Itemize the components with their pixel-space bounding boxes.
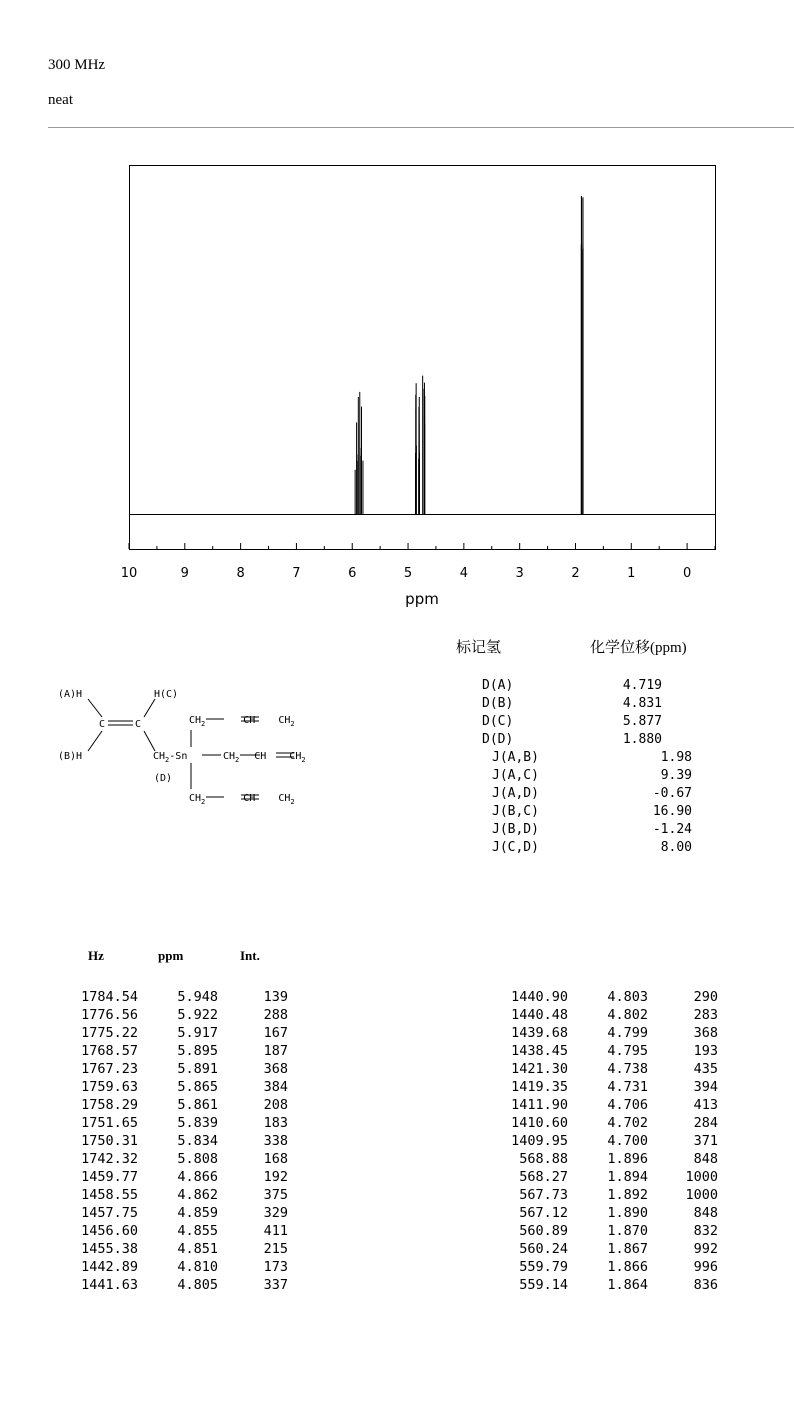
peak-cell: 1.894 bbox=[607, 1169, 648, 1185]
peak-cell: 337 bbox=[263, 1277, 288, 1293]
peak-cell: 1459.77 bbox=[81, 1169, 138, 1185]
peak-cell: 411 bbox=[263, 1223, 288, 1239]
ch2-sn-group: $CH_2-Sn$ bbox=[153, 751, 188, 764]
peak-cell: 139 bbox=[263, 989, 288, 1005]
allyl-top: $CH_2$ CH $CH_2$ bbox=[189, 715, 295, 728]
peak-cell: 4.805 bbox=[177, 1277, 218, 1293]
spectrometer-frequency: 300 MHz bbox=[48, 57, 106, 73]
shift-row-label: D(D) bbox=[482, 732, 514, 747]
x-tick-label: 10 bbox=[120, 566, 138, 581]
peak-cell: 1775.22 bbox=[81, 1025, 138, 1041]
peak-cell: 1458.55 bbox=[81, 1187, 138, 1203]
peak-cell: 1767.23 bbox=[81, 1061, 138, 1077]
peak-cell: 4.795 bbox=[607, 1043, 648, 1059]
peak-cell: 1409.95 bbox=[511, 1133, 568, 1149]
peak-cell: 183 bbox=[263, 1115, 288, 1131]
peak-cell: 1440.90 bbox=[511, 989, 568, 1005]
label-a: (A)H bbox=[58, 689, 83, 700]
shift-row-label: J(B,C) bbox=[492, 804, 539, 819]
shift-row-label: J(A,C) bbox=[492, 768, 539, 783]
peak-cell: 560.24 bbox=[519, 1241, 568, 1257]
shift-row-value: 8.00 bbox=[660, 840, 692, 855]
shift-header-value: 化学位移(ppm) bbox=[590, 640, 687, 656]
peak-cell: 1000 bbox=[685, 1169, 718, 1185]
peak-cell: 5.808 bbox=[177, 1151, 218, 1167]
solvent-label: neat bbox=[48, 92, 73, 108]
peak-cell: 832 bbox=[693, 1223, 718, 1239]
peak-cell: 1442.89 bbox=[81, 1259, 138, 1275]
peak-cell: 5.861 bbox=[177, 1097, 218, 1113]
shift-row-value: 4.719 bbox=[622, 678, 662, 693]
shift-row-label: J(B,D) bbox=[492, 822, 539, 837]
x-tick-label: 2 bbox=[571, 566, 580, 581]
x-tick-label: 1 bbox=[627, 566, 636, 581]
shift-row-value: -1.24 bbox=[652, 822, 692, 837]
peak-cell: 4.859 bbox=[177, 1205, 218, 1221]
label-b: (B)H bbox=[58, 751, 83, 762]
peak-cell: 1742.32 bbox=[81, 1151, 138, 1167]
peak-cell: 1.892 bbox=[607, 1187, 648, 1203]
peak-cell: 1438.45 bbox=[511, 1043, 568, 1059]
peak-cell: 4.738 bbox=[607, 1061, 648, 1077]
allyl-right: $CH_2$ CH $CH_2$ bbox=[223, 751, 306, 764]
peak-cell: 4.851 bbox=[177, 1241, 218, 1257]
peak-cell: 567.12 bbox=[519, 1205, 568, 1221]
peak-cell: 5.917 bbox=[177, 1025, 218, 1041]
peak-cell: 1410.60 bbox=[511, 1115, 568, 1131]
peak-cell: 1759.63 bbox=[81, 1079, 138, 1095]
carbon-2: C bbox=[135, 719, 142, 730]
peak-cell: 4.706 bbox=[607, 1097, 648, 1113]
peak-cell: 394 bbox=[693, 1079, 718, 1095]
peak-header-int: Int. bbox=[240, 948, 260, 963]
peak-cell: 848 bbox=[693, 1205, 718, 1221]
peak-cell: 435 bbox=[693, 1061, 718, 1077]
peak-cell: 5.891 bbox=[177, 1061, 218, 1077]
shift-row-value: 4.831 bbox=[622, 696, 662, 711]
peak-cell: 1440.48 bbox=[511, 1007, 568, 1023]
peak-cell: 5.839 bbox=[177, 1115, 218, 1131]
peak-cell: 413 bbox=[693, 1097, 718, 1113]
peak-cell: 1000 bbox=[685, 1187, 718, 1203]
peak-cell: 4.862 bbox=[177, 1187, 218, 1203]
peak-cell: 371 bbox=[693, 1133, 718, 1149]
peak-cell: 384 bbox=[263, 1079, 288, 1095]
peak-cell: 4.799 bbox=[607, 1025, 648, 1041]
shift-header-label: 标记氢 bbox=[456, 640, 502, 656]
peak-cell: 368 bbox=[693, 1025, 718, 1041]
peak-cell: 193 bbox=[693, 1043, 718, 1059]
molecule-structure bbox=[40, 675, 340, 815]
peak-cell: 1768.57 bbox=[81, 1043, 138, 1059]
peak-cell: 1751.65 bbox=[81, 1115, 138, 1131]
peak-cell: 1.890 bbox=[607, 1205, 648, 1221]
peak-cell: 187 bbox=[263, 1043, 288, 1059]
peak-header-ppm: ppm bbox=[158, 948, 184, 963]
peak-cell: 329 bbox=[263, 1205, 288, 1221]
shift-row-label: J(A,D) bbox=[492, 786, 539, 801]
nmr-spectrum-chart bbox=[0, 0, 794, 620]
peak-cell: 5.895 bbox=[177, 1043, 218, 1059]
peak-cell: 4.855 bbox=[177, 1223, 218, 1239]
label-c: H(C) bbox=[154, 689, 179, 700]
peak-cell: 1439.68 bbox=[511, 1025, 568, 1041]
peak-cell: 568.27 bbox=[519, 1169, 568, 1185]
peak-cell: 1.896 bbox=[607, 1151, 648, 1167]
peak-cell: 5.948 bbox=[177, 989, 218, 1005]
x-tick-label: 4 bbox=[459, 566, 468, 581]
x-tick-label: 9 bbox=[180, 566, 189, 581]
shift-row-label: D(C) bbox=[482, 714, 514, 729]
peak-cell: 1.864 bbox=[607, 1277, 648, 1293]
x-axis-label: ppm bbox=[405, 590, 439, 608]
label-d: (D) bbox=[154, 773, 173, 784]
shift-row-value: 9.39 bbox=[660, 768, 692, 783]
shift-row-label: J(C,D) bbox=[492, 840, 539, 855]
shift-row-value: 1.880 bbox=[622, 732, 662, 747]
peak-cell: 1455.38 bbox=[81, 1241, 138, 1257]
peak-cell: 4.810 bbox=[177, 1259, 218, 1275]
peak-cell: 290 bbox=[693, 989, 718, 1005]
peak-cell: 992 bbox=[693, 1241, 718, 1257]
peak-cell: 996 bbox=[693, 1259, 718, 1275]
carbon-1: C bbox=[99, 719, 106, 730]
peak-header-hz: Hz bbox=[88, 948, 104, 963]
shift-row-label: D(B) bbox=[482, 696, 514, 711]
x-tick-label: 8 bbox=[236, 566, 245, 581]
x-tick-label: 0 bbox=[682, 566, 692, 581]
peak-cell: 560.89 bbox=[519, 1223, 568, 1239]
peak-cell: 1457.75 bbox=[81, 1205, 138, 1221]
peak-cell: 567.73 bbox=[519, 1187, 568, 1203]
peak-cell: 1.870 bbox=[607, 1223, 648, 1239]
peak-cell: 1441.63 bbox=[81, 1277, 138, 1293]
peak-cell: 168 bbox=[263, 1151, 288, 1167]
peak-cell: 167 bbox=[263, 1025, 288, 1041]
shift-row-label: J(A,B) bbox=[492, 750, 539, 765]
peak-cell: 559.14 bbox=[519, 1277, 568, 1293]
peak-cell: 1776.56 bbox=[81, 1007, 138, 1023]
peak-cell: 559.79 bbox=[519, 1259, 568, 1275]
shift-row-label: D(A) bbox=[482, 678, 514, 693]
peak-cell: 173 bbox=[263, 1259, 288, 1275]
peak-cell: 208 bbox=[263, 1097, 288, 1113]
bond-lines bbox=[88, 699, 294, 799]
peak-cell: 283 bbox=[693, 1007, 718, 1023]
x-tick-label: 6 bbox=[348, 566, 357, 581]
allyl-bottom: $CH_2$ CH $CH_2$ bbox=[189, 793, 295, 806]
peak-cell: 4.803 bbox=[607, 989, 648, 1005]
peak-cell: 284 bbox=[693, 1115, 718, 1131]
peak-cell: 1.866 bbox=[607, 1259, 648, 1275]
peak-cell: 338 bbox=[263, 1133, 288, 1149]
x-tick-label: 7 bbox=[292, 566, 301, 581]
shift-row-value: 5.877 bbox=[622, 714, 662, 729]
shift-row-value: 1.98 bbox=[660, 750, 692, 765]
peak-cell: 848 bbox=[693, 1151, 718, 1167]
peak-cell: 288 bbox=[263, 1007, 288, 1023]
shift-row-value: 16.90 bbox=[652, 804, 692, 819]
peak-cell: 215 bbox=[263, 1241, 288, 1257]
shift-row-value: -0.67 bbox=[652, 786, 692, 801]
peak-cell: 375 bbox=[263, 1187, 288, 1203]
peak-cell: 1750.31 bbox=[81, 1133, 138, 1149]
peak-cell: 1411.90 bbox=[511, 1097, 568, 1113]
x-tick-label: 5 bbox=[403, 566, 413, 581]
peak-cell: 5.865 bbox=[177, 1079, 218, 1095]
peak-cell: 1784.54 bbox=[81, 989, 138, 1005]
peak-cell: 1.867 bbox=[607, 1241, 648, 1257]
peak-cell: 4.702 bbox=[607, 1115, 648, 1131]
peak-cell: 5.834 bbox=[177, 1133, 218, 1149]
peak-cell: 836 bbox=[693, 1277, 718, 1293]
peak-cell: 1421.30 bbox=[511, 1061, 568, 1077]
peak-cell: 5.922 bbox=[177, 1007, 218, 1023]
peak-cell: 4.866 bbox=[177, 1169, 218, 1185]
peak-cell: 4.700 bbox=[607, 1133, 648, 1149]
peak-cell: 192 bbox=[263, 1169, 288, 1185]
peak-cell: 4.731 bbox=[607, 1079, 648, 1095]
peak-cell: 4.802 bbox=[607, 1007, 648, 1023]
peak-cell: 1419.35 bbox=[511, 1079, 568, 1095]
x-tick-label: 3 bbox=[515, 566, 524, 581]
peak-cell: 368 bbox=[263, 1061, 288, 1077]
peak-cell: 568.88 bbox=[519, 1151, 568, 1167]
peak-cell: 1456.60 bbox=[81, 1223, 138, 1239]
peak-cell: 1758.29 bbox=[81, 1097, 138, 1113]
